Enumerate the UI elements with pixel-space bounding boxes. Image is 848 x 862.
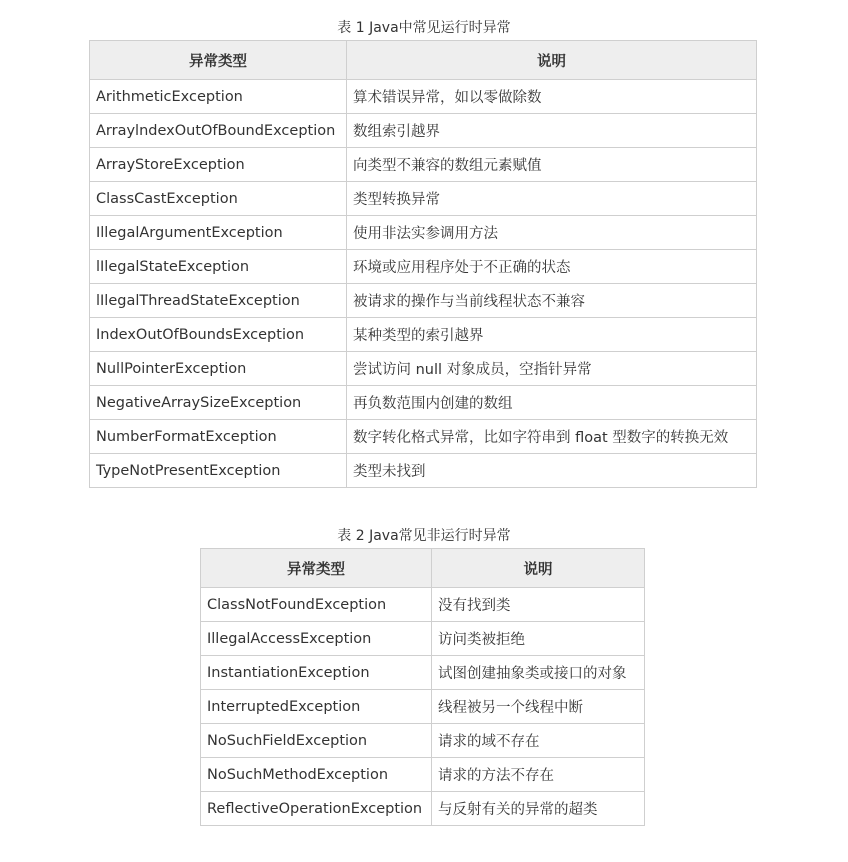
exception-description-cell: 线程被另一个线程中断: [432, 690, 645, 724]
table-row: [201, 758, 645, 792]
exception-name-cell: InstantiationException: [201, 656, 432, 690]
table-row: [90, 216, 757, 250]
exception-name-cell: NumberFormatException: [90, 420, 347, 454]
exception-description-cell: 与反射有关的异常的超类: [432, 792, 645, 826]
table-header-row: [201, 549, 645, 588]
exception-description-cell: 访问类被拒绝: [432, 622, 645, 656]
checked-exceptions-table: [200, 548, 645, 826]
exception-name-cell: NoSuchFieldException: [201, 724, 432, 758]
exception-description-cell: 某种类型的索引越界: [347, 318, 757, 352]
exception-description-cell: 数组索引越界: [347, 114, 757, 148]
exception-description-cell: 试图创建抽象类或接口的对象: [432, 656, 645, 690]
table-row: [201, 588, 645, 622]
exception-name-cell: lIlegalStateException: [90, 250, 347, 284]
table-row: [201, 724, 645, 758]
table-row: [90, 250, 757, 284]
table-row: [90, 318, 757, 352]
exception-description-cell: 数字转化格式异常，比如字符串到 float 型数字的转换无效: [347, 420, 757, 454]
exception-name-cell: NegativeArraySizeException: [90, 386, 347, 420]
exception-name-cell: ArraylndexOutOfBoundException: [90, 114, 347, 148]
exception-description-cell: 再负数范围内创建的数组: [347, 386, 757, 420]
exception-description-cell: 被请求的操作与当前线程状态不兼容: [347, 284, 757, 318]
table-row: [90, 148, 757, 182]
table-row: [90, 386, 757, 420]
header-exception-type: 异常类型: [90, 41, 347, 80]
table1-caption: 表 1 Java中常见运行时异常: [337, 20, 511, 36]
exception-name-cell: NoSuchMethodException: [201, 758, 432, 792]
table2-caption: 表 2 Java常见非运行时异常: [337, 528, 511, 544]
table-row: [90, 352, 757, 386]
table-header-row: [90, 41, 757, 80]
header-exception-type: 异常类型: [201, 549, 432, 588]
exception-description-cell: 环境或应用程序处于不正确的状态: [347, 250, 757, 284]
exception-name-cell: ArithmeticException: [90, 80, 347, 114]
exception-description-cell: 类型转换异常: [347, 182, 757, 216]
exception-description-cell: 类型未找到: [347, 454, 757, 488]
exception-name-cell: ClassCastException: [90, 182, 347, 216]
table-row: [90, 182, 757, 216]
exception-name-cell: TypeNotPresentException: [90, 454, 347, 488]
table-row: [201, 622, 645, 656]
table-row: [90, 80, 757, 114]
table-row: [90, 420, 757, 454]
exception-name-cell: ArrayStoreException: [90, 148, 347, 182]
exception-description-cell: 使用非法实参调用方法: [347, 216, 757, 250]
runtime-exceptions-table: [89, 40, 757, 488]
exception-description-cell: 没有找到类: [432, 588, 645, 622]
exception-description-cell: 请求的方法不存在: [432, 758, 645, 792]
header-description: 说明: [432, 549, 645, 588]
table-row: [201, 792, 645, 826]
exception-name-cell: IllegalArgumentException: [90, 216, 347, 250]
exception-name-cell: IllegalAccessException: [201, 622, 432, 656]
table-row: [90, 114, 757, 148]
header-description: 说明: [347, 41, 757, 80]
exception-name-cell: ClassNotFoundException: [201, 588, 432, 622]
table-row: [201, 656, 645, 690]
exception-name-cell: IndexOutOfBoundsException: [90, 318, 347, 352]
exception-name-cell: lIlegalThreadStateException: [90, 284, 347, 318]
exception-description-cell: 算术错误异常，如以零做除数: [347, 80, 757, 114]
exception-name-cell: InterruptedException: [201, 690, 432, 724]
exception-description-cell: 请求的域不存在: [432, 724, 645, 758]
exception-description-cell: 向类型不兼容的数组元素赋值: [347, 148, 757, 182]
table-row: [90, 454, 757, 488]
exception-name-cell: NullPointerException: [90, 352, 347, 386]
table-row: [201, 690, 645, 724]
exception-description-cell: 尝试访问 null 对象成员，空指针异常: [347, 352, 757, 386]
table-row: [90, 284, 757, 318]
exception-name-cell: ReflectiveOperationException: [201, 792, 432, 826]
